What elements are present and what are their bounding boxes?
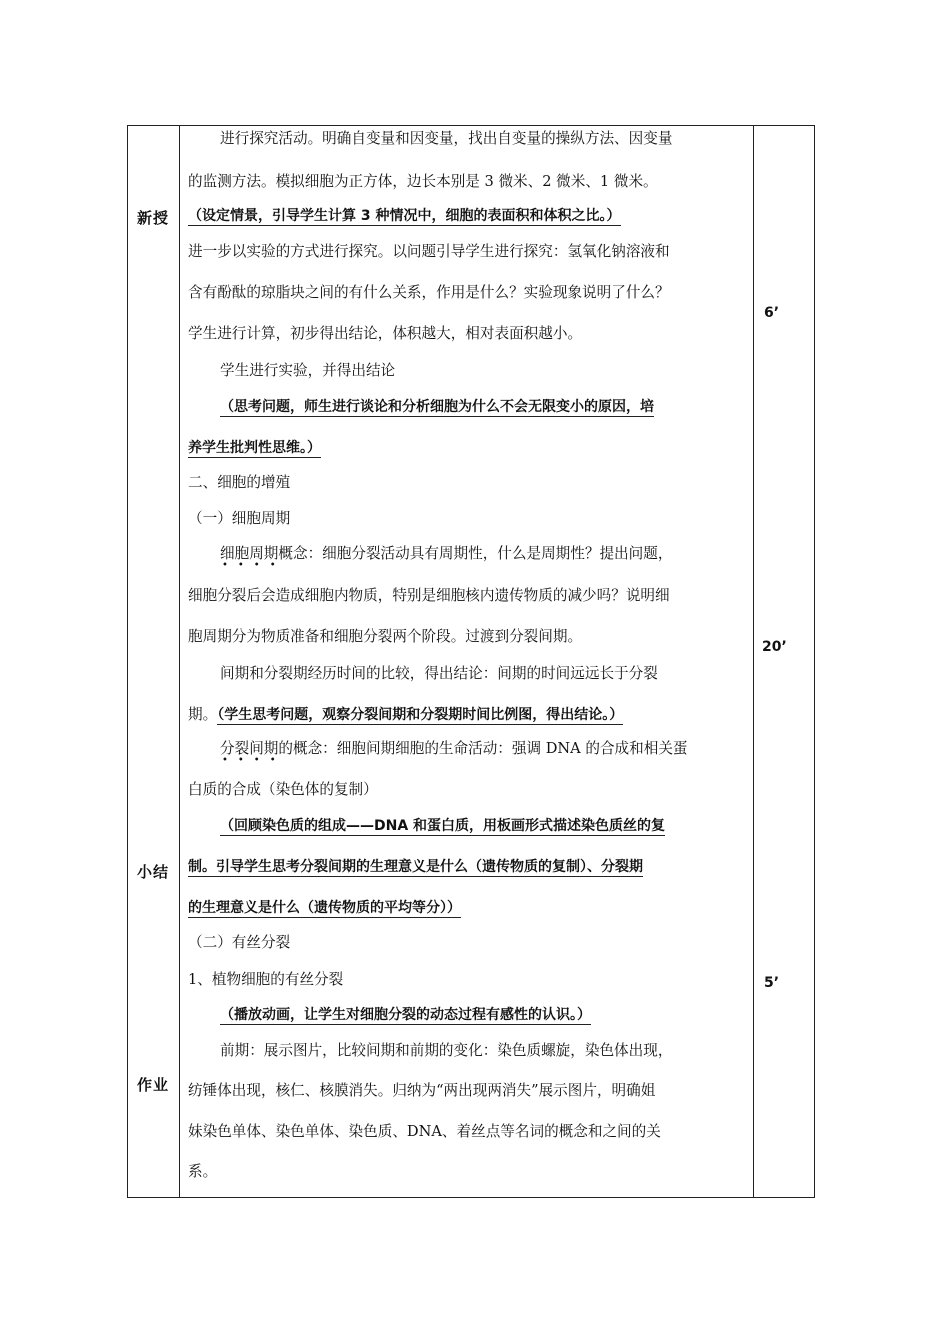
text-line: 间期和分裂期经历时间的比较，得出结论：间期的时间远远长于分裂 [220,665,658,682]
emphasis-dots: •••• [222,560,286,571]
label-xinshou: 新授 [137,209,170,227]
text-line: 进行探究活动。明确自变量和因变量，找出自变量的操纵方法、因变量 [220,130,673,147]
text-line: 妹染色单体、染色单体、染色质、DNA、着丝点等名词的概念和之间的关 [188,1123,661,1140]
text-line: （一）细胞周期 [188,510,291,527]
text-line: （二）有丝分裂 [188,934,291,951]
text-line: 的监测方法。模拟细胞为正方体，边长本别是 3 微米、2 微米、1 微米。 [188,173,658,190]
text-line: 细胞分裂后会造成细胞内物质，特别是细胞核内遗传物质的减少吗？说明细 [188,587,670,604]
time-6: 6’ [764,305,780,321]
time-20: 20’ [762,639,787,655]
text-line: 学生进行实验，并得出结论 [220,362,396,379]
text-line: 进一步以实验的方式进行探究。以问题引导学生进行探究：氢氧化钠溶液和 [188,243,670,260]
bold-note: （回顾染色质的组成——DNA 和蛋白质，用板画形式描述染色质丝的复 [220,818,666,834]
text-line: 纺锤体出现，核仁、核膜消失。归纳为“两出现两消失”展示图片，明确姐 [188,1082,656,1099]
text-line: 分裂间期的概念：细胞间期细胞的生命活动：强调 DNA 的合成和相关蛋 [220,740,688,757]
column-divider-right [753,126,754,1197]
lesson-table [127,125,815,1198]
text-line: 细胞周期概念：细胞分裂活动具有周期性，什么是周期性？提出问题， [220,545,673,562]
text-line: 系。 [188,1163,218,1180]
label-zuoye: 作业 [137,1076,170,1094]
bold-note: （设定情景，引导学生计算 3 种情况中，细胞的表面积和体积之比。） [188,208,621,224]
text-line: 学生进行计算，初步得出结论，体积越大，相对表面积越小。 [188,325,583,342]
bold-note: 养学生批判性思维。） [188,440,321,456]
text-line: 胞周期分为物质准备和细胞分裂两个阶段。过渡到分裂间期。 [188,628,583,645]
bold-note: （学生思考问题，观察分裂间期和分裂期时间比例图，得出结论。） [217,707,624,723]
text-line: 1、植物细胞的有丝分裂 [188,971,344,988]
time-5: 5’ [764,975,780,991]
emphasis-dots: •••• [222,755,286,766]
bold-note: （播放动画，让学生对细胞分裂的动态过程有感性的认识。） [220,1007,591,1023]
bold-note: 的生理意义是什么（遗传物质的平均等分）） [188,900,461,916]
text-line: 期。 [188,706,218,723]
text-line: 二、细胞的增殖 [188,474,291,491]
bold-note: 制。引导学生思考分裂间期的生理意义是什么（遗传物质的复制）、分裂期 [188,859,643,875]
text-line: 前期：展示图片，比较间期和前期的变化：染色质螺旋，染色体出现， [220,1042,673,1059]
text-line: 白质的合成（染色体的复制） [188,781,378,798]
label-xiaojie: 小结 [137,863,170,881]
column-divider-left [179,126,180,1197]
bold-note: （思考问题，师生进行谈论和分析细胞为什么不会无限变小的原因，培 [220,399,654,415]
text-line: 含有酚酞的琼脂块之间的有什么关系，作用是什么？实验现象说明了什么？ [188,284,670,301]
